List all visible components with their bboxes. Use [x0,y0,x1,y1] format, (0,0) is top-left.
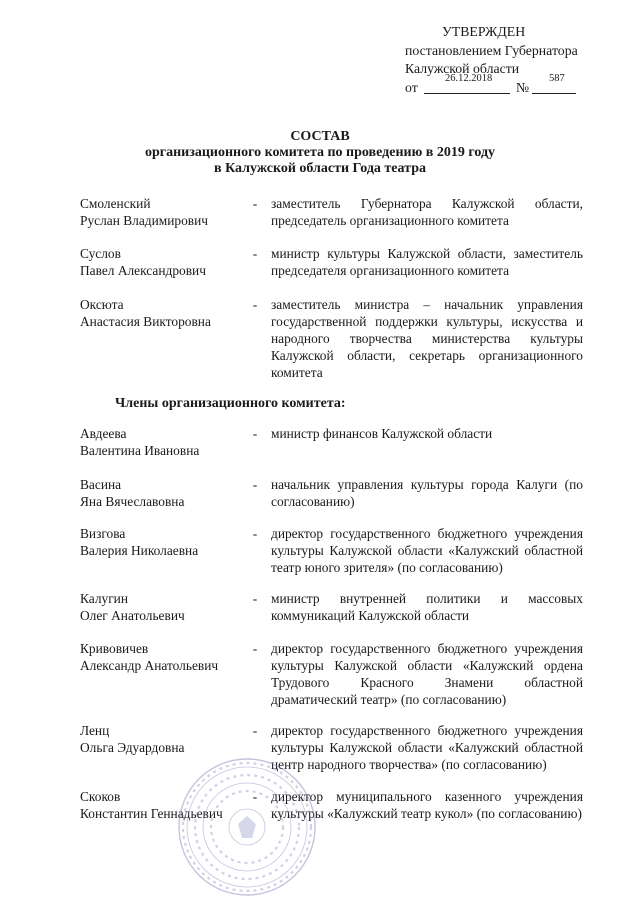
entry-role: директор муниципального казенного учреждения культуры «Калужский театр кукол» (по согласованию) [271,789,583,821]
entry-dash: - [252,477,258,492]
entry-surname: Оксюта [80,297,124,312]
doc-subtitle-2: в Калужской области Года театра [214,161,426,176]
number-underline [532,93,576,94]
entry-role: начальник управления культуры города Калуги (по согласованию) [271,477,583,509]
entry-dash: - [252,591,258,606]
entry-role: директор государственного бюджетного учреждения культуры Калужской области «Калужский ордена Трудового Красного Знамени областной драматический театр» (по согласованию) [271,641,583,707]
entry-dash: - [252,196,258,211]
entry-dash: - [252,641,258,656]
approval-line-2: Калужской области [405,61,520,76]
entry-dash: - [252,789,258,804]
entry-given-names: Анастасия Викторовна [80,314,211,329]
entry-given-names: Ольга Эдуардовна [80,740,185,755]
entry-dash: - [252,297,258,312]
approval-line-1: постановлением Губернатора [405,43,578,58]
entry-given-names: Руслан Владимирович [80,213,209,228]
entry-surname: Васина [80,477,122,492]
entry-dash: - [252,426,258,441]
doc-title: СОСТАВ [290,129,350,144]
entry-given-names: Константин Геннадьевич [80,806,223,821]
approval-number-label: № [516,80,530,95]
approval-from-label: от [405,80,418,95]
entry-role: заместитель министра – начальник управления государственной поддержки культуры, искусства и народного творчества министерства культуры Калужской области, секретарь организационного комитета [271,297,583,380]
date-underline [424,93,510,94]
entry-role: министр финансов Калужской области [271,426,493,441]
entry-surname: Кривовичев [80,641,149,656]
entry-dash: - [252,246,258,261]
entry-given-names: Александр Анатольевич [80,658,219,673]
entry-given-names: Валентина Ивановна [80,443,200,458]
entry-role: директор государственного бюджетного учреждения культуры Калужской области «Калужский областной театр юного зрителя» (по согласованию) [271,526,583,575]
entry-surname: Суслов [80,246,121,261]
approval-date: 26.12.2018 [445,73,493,84]
entry-role: директор государственного бюджетного учреждения культуры Калужской области «Калужский областной центр народного творчества» (по согласованию) [271,723,583,772]
entry-role: министр внутренней политики и массовых коммуникаций Калужской области [271,591,583,623]
entry-given-names: Валерия Николаевна [80,543,199,558]
official-seal [176,756,318,898]
entry-dash: - [252,723,258,738]
entry-given-names: Павел Александрович [80,263,206,278]
approval-number: 587 [549,73,565,84]
entry-dash: - [252,526,258,541]
doc-subtitle-1: организационного комитета по проведению в 2019 году [144,145,496,160]
approval-heading: УТВЕРЖДЕН [442,24,526,39]
entry-given-names: Яна Вячеславовна [80,494,185,509]
entry-surname: Калугин [80,591,129,606]
entry-surname: Визгова [80,526,126,541]
entry-role: министр культуры Калужской области, заместитель председателя организационного комитета [271,246,583,278]
entry-given-names: Олег Анатольевич [80,608,185,623]
entry-surname: Ленц [80,723,110,738]
members-heading: Члены организационного комитета: [115,396,346,411]
entry-surname: Авдеева [80,426,127,441]
entry-role: заместитель Губернатора Калужской области, председатель организационного комитета [271,196,583,228]
entry-surname: Скоков [80,789,121,804]
entry-surname: Смоленский [80,196,151,211]
